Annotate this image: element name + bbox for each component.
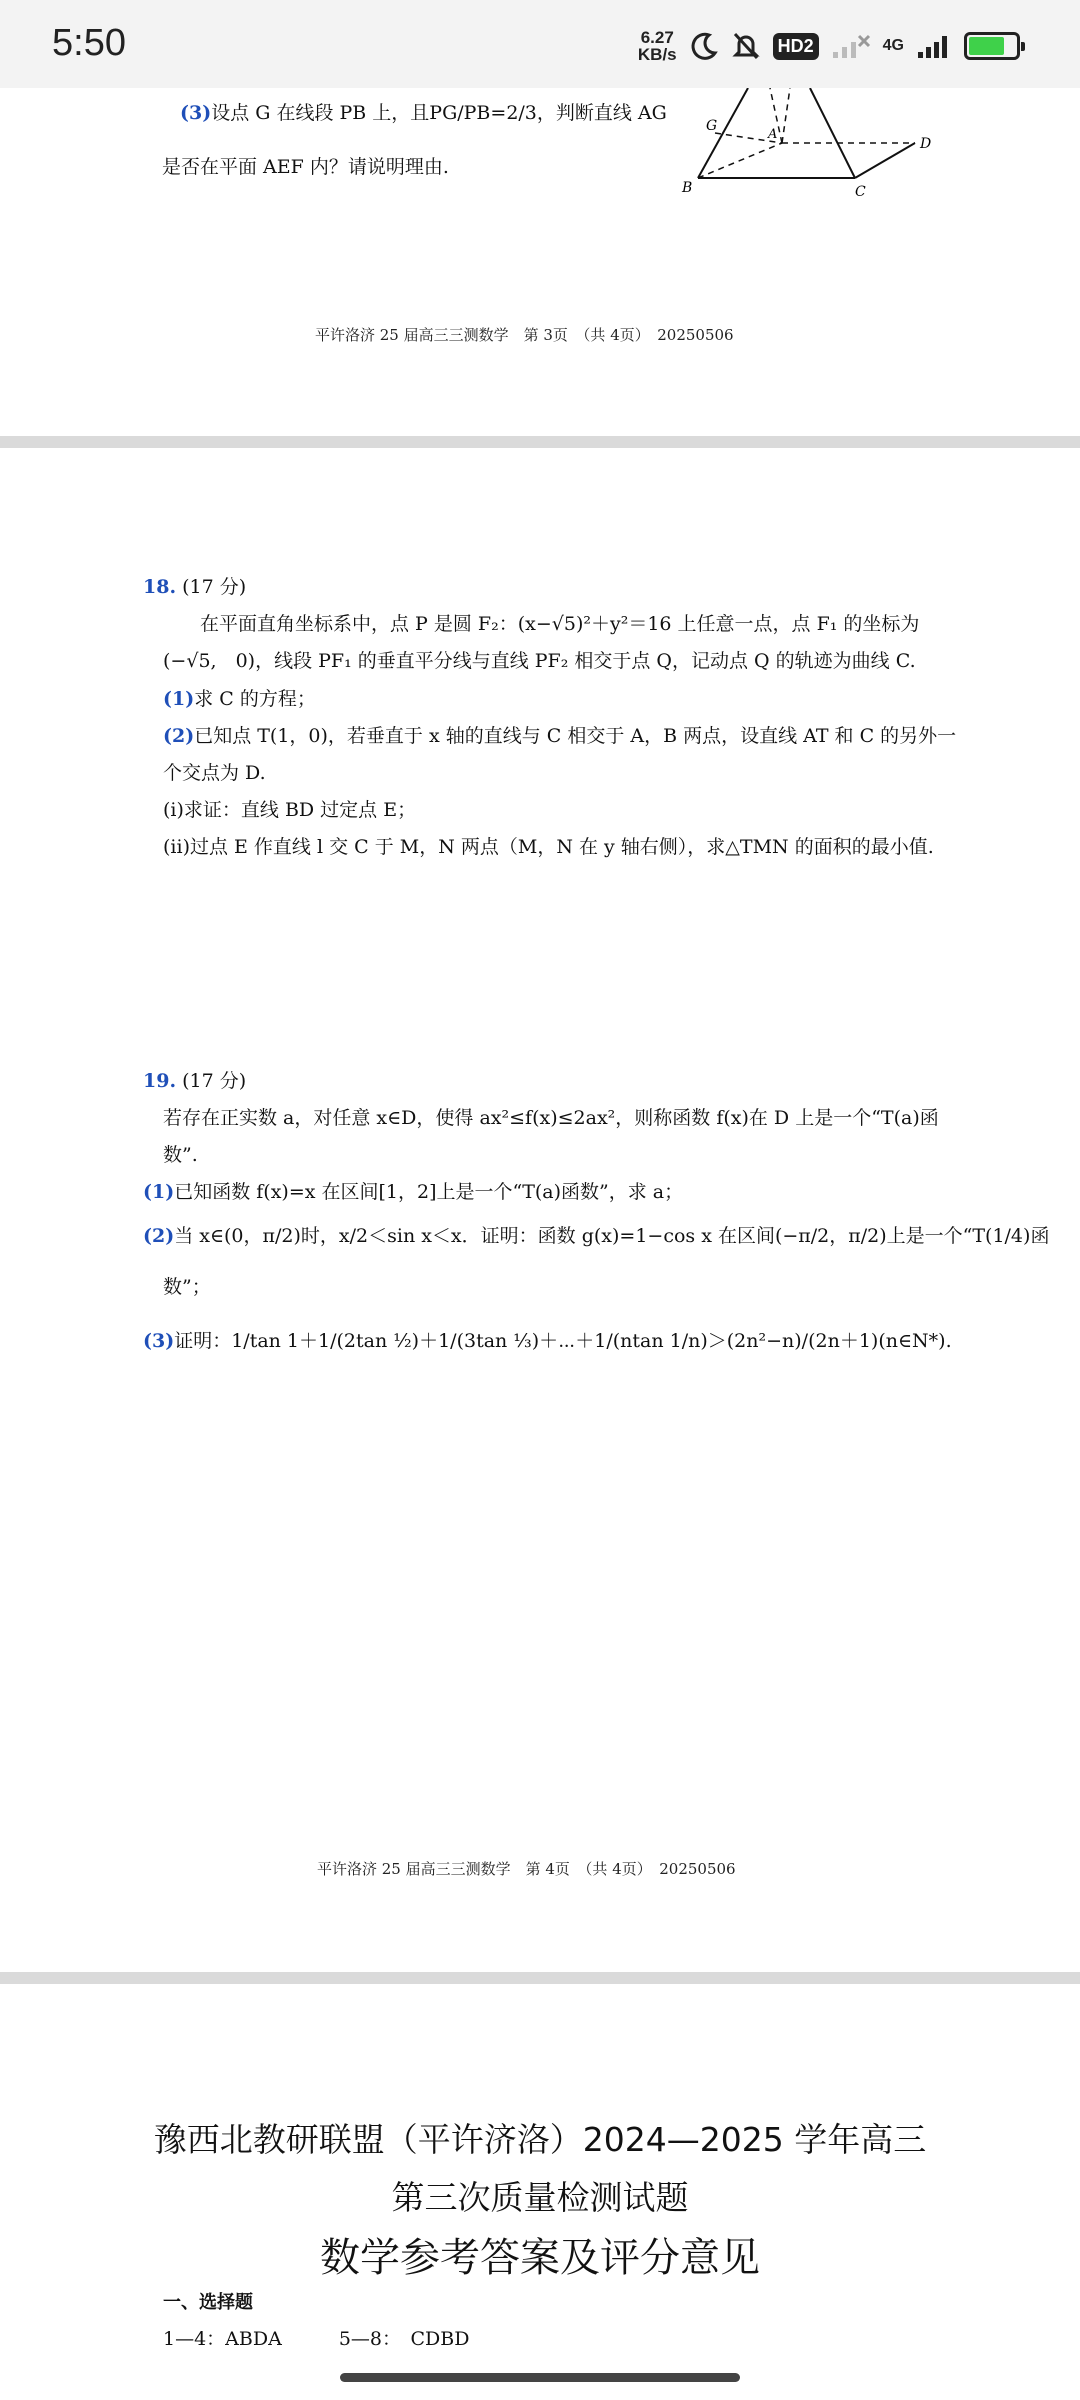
status-bar xyxy=(0,0,1080,88)
q19-part3: (3)证明：1/tan 1＋1/(2tan ½)＋1/(3tan ⅓)＋⋯＋1/(ntan 1/n)＞(2n²−n)/(2n＋1)(n∈N*). xyxy=(143,1330,952,1352)
fig-label-B: B xyxy=(682,180,693,196)
pyramid-figure xyxy=(670,88,950,208)
battery-icon xyxy=(964,32,1020,60)
signal-strong-icon xyxy=(916,32,952,60)
q18-part2-i: (i)求证：直线 BD 过定点 E； xyxy=(163,799,417,821)
answer-page xyxy=(0,1984,1080,2400)
exam-page-4 xyxy=(0,448,1080,1972)
answer-section-choice: 一、选择题 xyxy=(163,2292,253,2313)
answer-title-line1: 豫西北教研联盟（平许济洛）2024—2025 学年高三 xyxy=(153,2120,927,2159)
q19-intro-line1: 若存在正实数 a，对任意 x∈D，使得 ax²≤f(x)≤2ax²，则称函数 f(x)在 D 上是一个“T(a)函 xyxy=(163,1107,939,1129)
fig-label-C: C xyxy=(855,184,866,200)
net-speed: 6.27 KB/s xyxy=(637,28,677,64)
fig-label-A: A xyxy=(768,127,778,142)
bell-muted-icon xyxy=(731,30,761,62)
q17-part3-line1: (3)设点 G 在线段 PB 上，且PG/PB=2/3，判断直线 AG xyxy=(180,102,667,124)
q17-part3-line2: 是否在平面 AEF 内？请说明理由. xyxy=(162,156,449,178)
answer-row-1: 1—4：ABDA 5—8： CDBD xyxy=(163,2328,470,2350)
home-indicator[interactable] xyxy=(340,2373,740,2382)
q19-intro-line2: 数”. xyxy=(163,1144,198,1166)
answer-title-line3: 数学参考答案及评分意见 xyxy=(320,2235,760,2281)
moon-icon xyxy=(689,31,719,61)
page3-footer: 平许洛济 25 届高三三测数学 第 3页 （共 4页） 20250506 xyxy=(315,326,734,344)
q19-part2-line2: 数”； xyxy=(163,1276,211,1298)
q18-part2-ii: (ii)过点 E 作直线 l 交 C 于 M，N 两点（M，N 在 y 轴右侧），求△TMN 的面积的最小值. xyxy=(163,836,934,858)
network-type: 4G xyxy=(882,37,904,54)
page-separator xyxy=(0,436,1080,448)
answer-title-line2: 第三次质量检测试题 xyxy=(391,2178,689,2217)
q18-stem-line2: (−√5, 0)，线段 PF₁ 的垂直平分线与直线 PF₂ 相交于点 Q，记动点 Q 的轨迹为曲线 C. xyxy=(163,650,916,672)
q18-header: 18. (17 分) xyxy=(143,576,247,598)
fig-label-G: G xyxy=(706,118,718,134)
page-separator-2 xyxy=(0,1972,1080,1984)
status-time: 5:50 xyxy=(52,22,126,64)
page4-footer: 平许洛济 25 届高三三测数学 第 4页 （共 4页） 20250506 xyxy=(317,1860,736,1878)
q18-part2-line2: 个交点为 D. xyxy=(163,762,266,784)
status-icons xyxy=(638,26,1020,66)
q18-part1: (1)求 C 的方程； xyxy=(163,688,316,710)
exam-page-3 xyxy=(0,88,1080,436)
q19-header: 19. (17 分) xyxy=(143,1070,247,1092)
q19-part1: (1)已知函数 f(x)=x 在区间[1，2]上是一个“T(a)函数”，求 a； xyxy=(143,1181,684,1203)
signal-weak-icon xyxy=(831,32,871,60)
hd-badge: HD2 xyxy=(773,33,819,60)
q19-part2-line1: (2)当 x∈(0，π/2)时，x/2＜sin x＜x．证明：函数 g(x)=1−cos x 在区间(−π/2，π/2)上是一个“T(1/4)函 xyxy=(143,1225,1050,1247)
q18-stem-line1: 在平面直角坐标系中，点 P 是圆 F₂：(x−√5)²＋y²＝16 上任意一点，点 F₁ 的坐标为 xyxy=(200,613,920,635)
fig-label-D: D xyxy=(920,136,932,152)
q18-part2-line1: (2)已知点 T(1，0)，若垂直于 x 轴的直线与 C 相交于 A，B 两点，设直线 AT 和 C 的另外一 xyxy=(163,725,957,747)
